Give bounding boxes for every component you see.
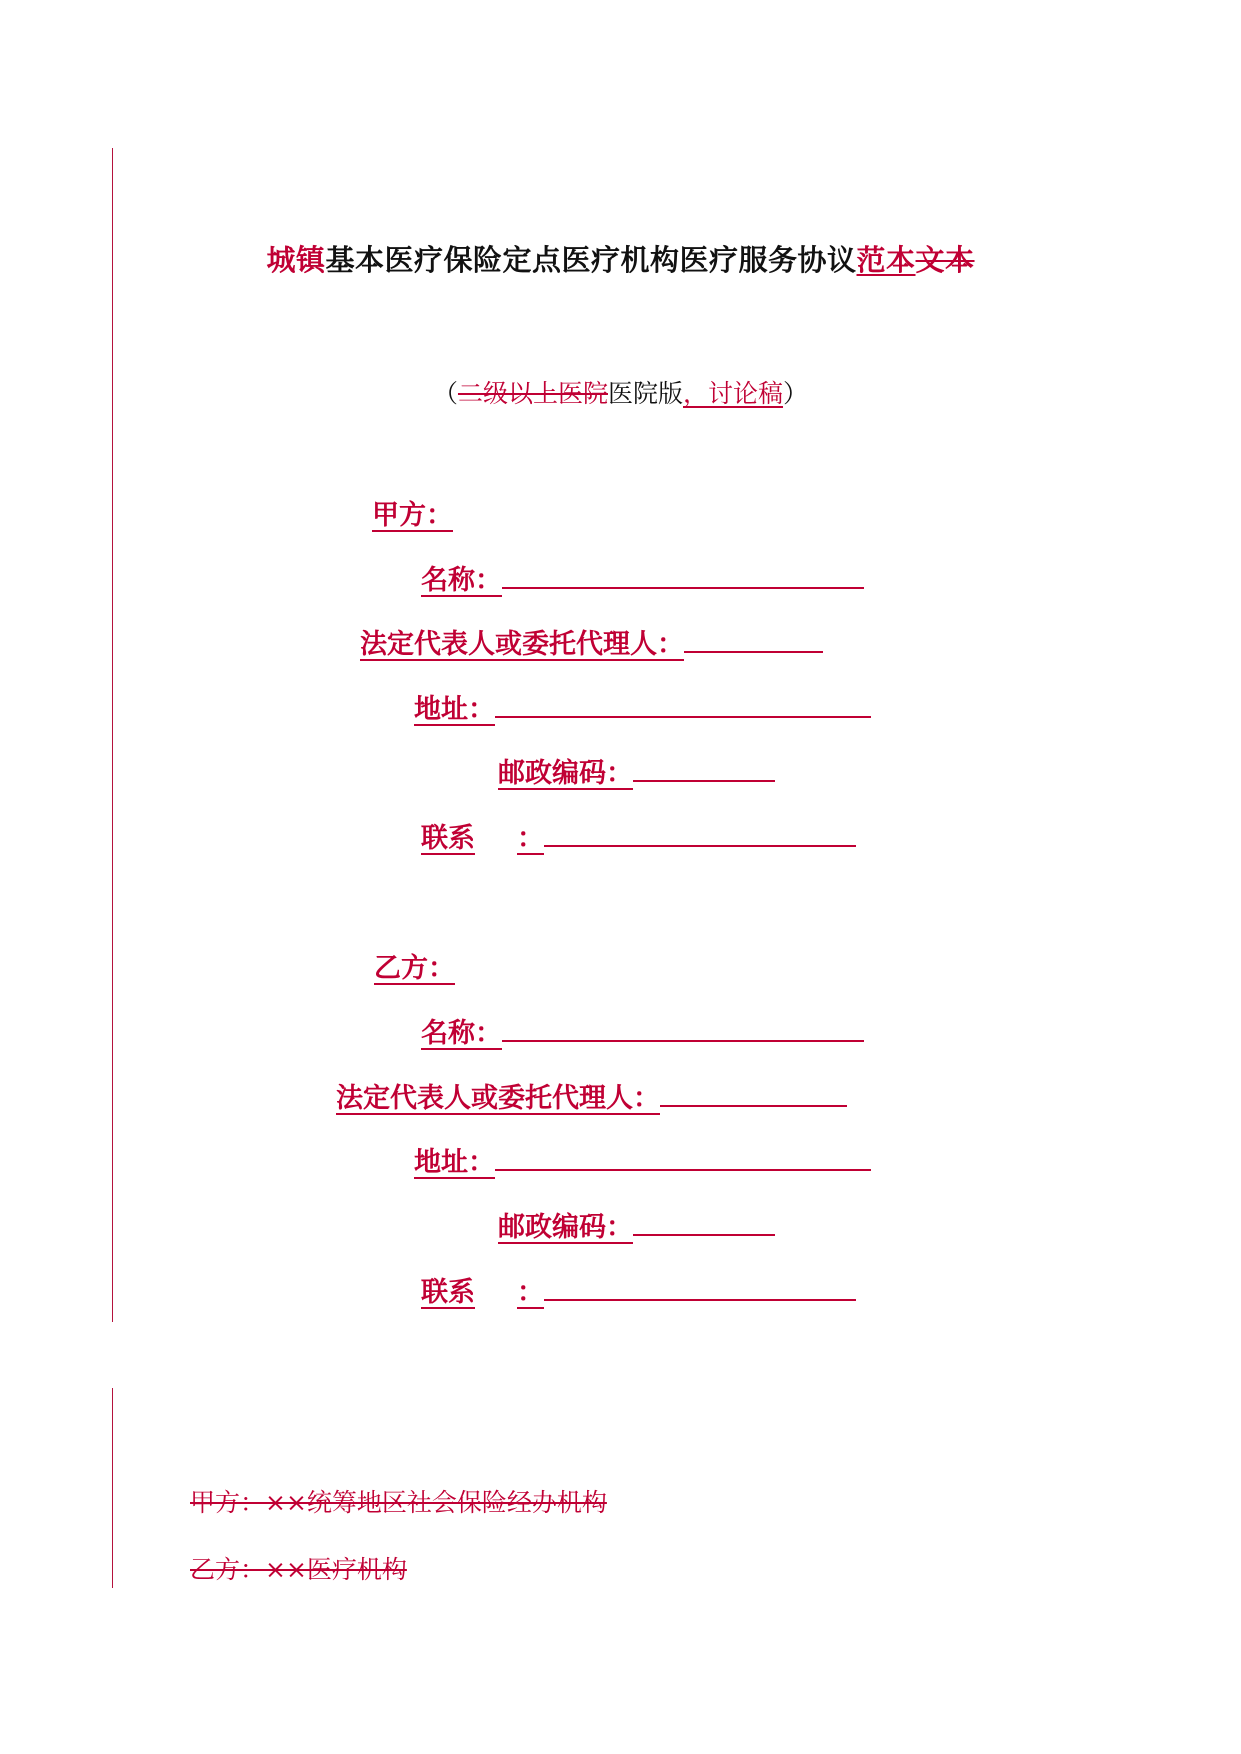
party-b-name-field — [421, 1016, 864, 1052]
party-b-contact-field: 联系 ： — [421, 1275, 856, 1311]
title-deleted-prefix: 城镇 — [266, 243, 326, 277]
party-a-name-label: 名称： — [421, 565, 502, 596]
party-a-heading: 甲方： — [372, 500, 453, 531]
party-a-postcode-blank[interactable] — [633, 756, 775, 782]
party-a-contact-label: 联系 — [421, 823, 475, 854]
subtitle-kept: 医院版 — [607, 379, 683, 408]
party-b-postcode-blank[interactable] — [633, 1210, 775, 1236]
party-b-address-field — [414, 1145, 871, 1181]
party-a-rep-blank[interactable] — [684, 627, 823, 653]
party-a-postcode-label: 邮政编码： — [498, 758, 633, 789]
party-a-name-blank[interactable] — [502, 563, 864, 589]
subtitle-deleted: 二级以上医院 — [457, 379, 608, 408]
party-a-address-field — [414, 692, 871, 728]
party-a-contact-field: 联系 ： — [421, 821, 856, 857]
party-b-name-blank[interactable] — [502, 1016, 864, 1042]
party-a-name-field — [421, 563, 864, 599]
party-b-rep-field — [336, 1081, 847, 1117]
deleted-party-b-line: 乙方：××医疗机构 — [190, 1555, 407, 1584]
party-a-address-label: 地址： — [414, 694, 495, 725]
party-b-rep-blank[interactable] — [660, 1081, 847, 1107]
subtitle-inserted: ，讨论稿 — [683, 379, 784, 408]
party-a-contact-blank[interactable] — [544, 821, 856, 847]
party-b-name-label: 名称： — [421, 1018, 502, 1049]
party-b-contact-label: 联系 — [421, 1277, 475, 1308]
title-main: 基本医疗保险定点医疗机构医疗服务协议 — [325, 243, 857, 277]
party-a-rep-label: 法定代表人或委托代理人： — [360, 629, 684, 660]
party-a-rep-field — [360, 627, 823, 663]
document-title — [0, 238, 1241, 279]
party-b-address-label: 地址： — [414, 1147, 495, 1178]
deleted-party-a-line: 甲方：××统筹地区社会保险经办机构 — [190, 1488, 607, 1517]
party-a-address-blank[interactable] — [495, 692, 871, 718]
party-b-rep-label: 法定代表人或委托代理人： — [336, 1083, 660, 1114]
party-b-postcode-label: 邮政编码： — [498, 1212, 633, 1243]
subtitle-open-paren: （ — [432, 379, 458, 408]
party-b-postcode-field — [498, 1210, 775, 1246]
subtitle-close-paren: ） — [783, 379, 809, 408]
party-b-address-blank[interactable] — [495, 1145, 871, 1171]
party-b-contact-blank[interactable] — [544, 1275, 856, 1301]
title-deleted-suffix: 文本 — [915, 243, 975, 277]
title-inserted-suffix: 范本 — [856, 243, 916, 277]
revision-change-bar — [112, 148, 113, 1322]
document-subtitle — [0, 374, 1241, 410]
party-b-heading: 乙方： — [374, 953, 455, 984]
party-a-postcode-field — [498, 756, 775, 792]
revision-change-bar — [112, 1388, 113, 1588]
